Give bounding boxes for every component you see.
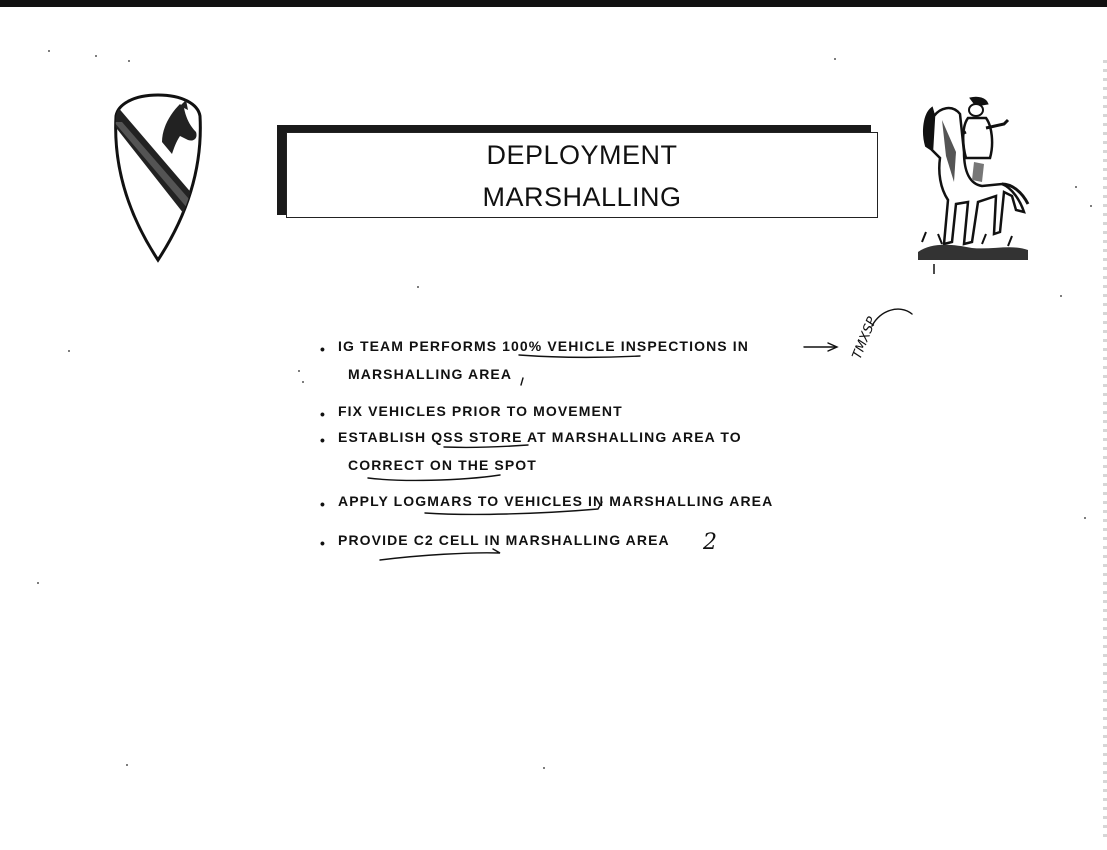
bullet-1-line-1: IG TEAM PERFORMS 100% VEHICLE INSPECTIONS IN xyxy=(338,338,749,354)
bullet-1-line-2: MARSHALLING AREA xyxy=(348,366,513,382)
title-line-2: MARSHALLING xyxy=(482,182,682,212)
bullet-dot: • xyxy=(320,432,325,448)
bullet5-mark: 2 xyxy=(703,530,717,555)
bullet-3-line-2: CORRECT ON THE SPOT xyxy=(348,457,537,473)
bullet-3-line-1: ESTABLISH QSS STORE AT MARSHALLING AREA TO xyxy=(338,429,742,445)
bullet-2-line-1: FIX VEHICLES PRIOR TO MOVEMENT xyxy=(338,403,623,419)
bullet-5-line-1: PROVIDE C2 CELL IN MARSHALLING AREA xyxy=(338,532,670,548)
bullet-dot: • xyxy=(320,406,325,422)
margin-note: TMXSP xyxy=(849,314,881,362)
title-line-1: DEPLOYMENT xyxy=(486,140,678,170)
bullet-dot: • xyxy=(320,341,325,357)
bullet-dot: • xyxy=(320,535,325,551)
bullet-4-line-1: APPLY LOGMARS TO VEHICLES IN MARSHALLING AREA xyxy=(338,493,774,509)
bullet-dot: • xyxy=(320,496,325,512)
